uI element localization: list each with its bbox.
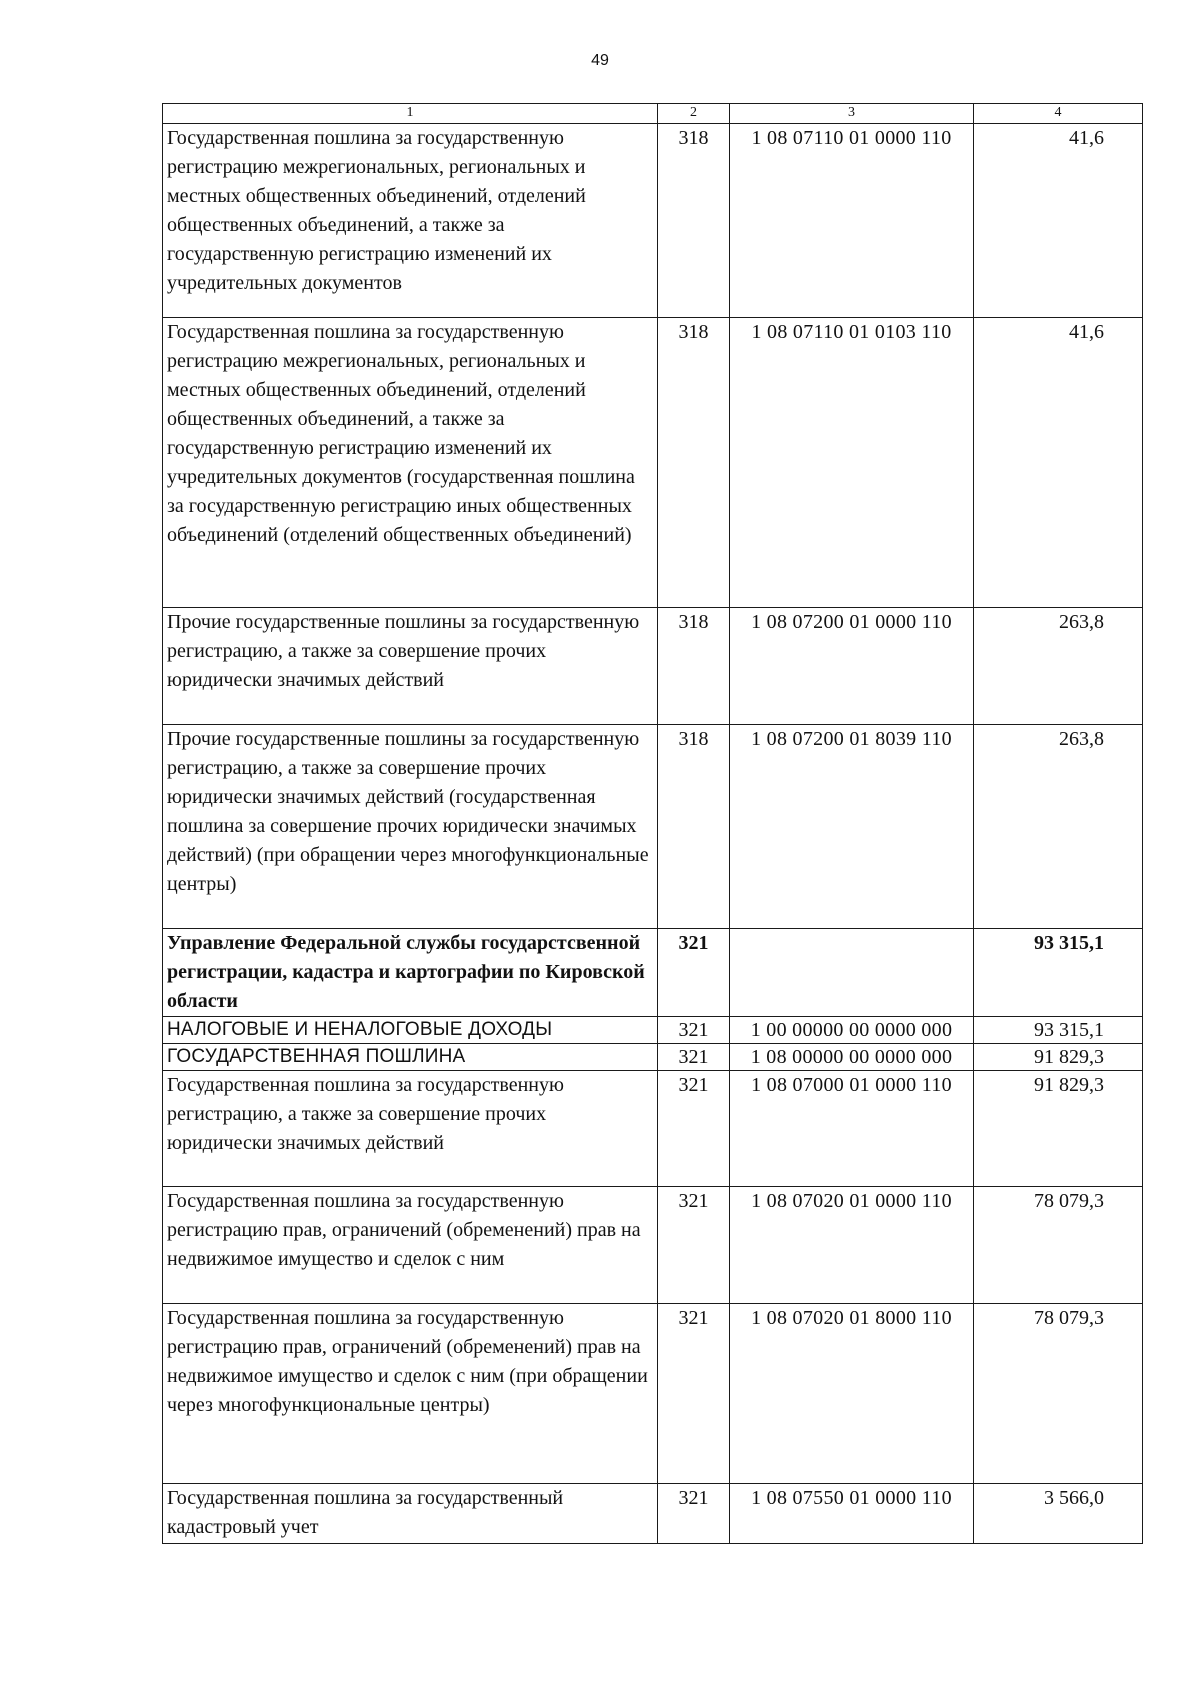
row-name: Государственная пошлина за государственную регистрацию межрегиональных, региональных и местных общественных объединений, отделений общественных объединений, а также за государственную регистрацию изменений их учредительных документов (государственная пошлина за государственную регистрацию иных общественных объединений (отделений общественных объединений) <box>163 318 658 608</box>
row-name: Государственная пошлина за государственную регистрацию прав, ограничений (обременений) прав на недвижимое имущество и сделок с ним (при обращении через многофункциональные центры) <box>163 1304 658 1484</box>
row-admin-code: 321 <box>658 1304 730 1484</box>
row-amount: 78 079,3 <box>974 1304 1143 1484</box>
row-amount: 91 829,3 <box>974 1044 1143 1071</box>
row-name: Управление Федеральной службы государстсвенной регистрации, кадастра и картографии по Кировской области <box>163 929 658 1017</box>
table-row <box>163 318 1143 608</box>
table-row-agency <box>163 929 1143 1017</box>
row-admin-code: 321 <box>658 1071 730 1187</box>
row-admin-code: 318 <box>658 124 730 318</box>
row-budget-code: 1 08 07020 01 8000 110 <box>730 1304 974 1484</box>
row-budget-code: 1 08 07000 01 0000 110 <box>730 1071 974 1187</box>
row-budget-code: 1 08 00000 00 0000 000 <box>730 1044 974 1071</box>
row-budget-code: 1 08 07200 01 0000 110 <box>730 608 974 725</box>
row-amount: 78 079,3 <box>974 1187 1143 1304</box>
row-amount: 3 566,0 <box>974 1484 1143 1544</box>
table-row <box>163 725 1143 929</box>
table-row <box>163 1187 1143 1304</box>
row-admin-code: 321 <box>658 929 730 1017</box>
row-admin-code: 321 <box>658 1187 730 1304</box>
row-name: Прочие государственные пошлины за государственную регистрацию, а также за совершение прочих юридически значимых действий <box>163 608 658 725</box>
table-row <box>163 124 1143 318</box>
row-budget-code: 1 08 07020 01 0000 110 <box>730 1187 974 1304</box>
table-row <box>163 1044 1143 1071</box>
revenue-table <box>162 103 1143 1544</box>
row-budget-code: 1 00 00000 00 0000 000 <box>730 1017 974 1044</box>
column-header-3: 3 <box>730 104 974 124</box>
column-header-2: 2 <box>658 104 730 124</box>
row-name: Государственная пошлина за государственную регистрацию прав, ограничений (обременений) прав на недвижимое имущество и сделок с ним <box>163 1187 658 1304</box>
row-admin-code: 321 <box>658 1017 730 1044</box>
row-amount: 93 315,1 <box>974 929 1143 1017</box>
row-amount: 93 315,1 <box>974 1017 1143 1044</box>
row-amount: 91 829,3 <box>974 1071 1143 1187</box>
row-budget-code: 1 08 07550 01 0000 110 <box>730 1484 974 1544</box>
table-header-row <box>163 104 1143 124</box>
row-budget-code: 1 08 07200 01 8039 110 <box>730 725 974 929</box>
column-header-4: 4 <box>974 104 1143 124</box>
row-name: ГОСУДАРСТВЕННАЯ ПОШЛИНА <box>163 1044 658 1071</box>
row-admin-code: 321 <box>658 1044 730 1071</box>
row-budget-code: 1 08 07110 01 0103 110 <box>730 318 974 608</box>
column-header-1: 1 <box>163 104 658 124</box>
row-amount: 263,8 <box>974 608 1143 725</box>
row-name: НАЛОГОВЫЕ И НЕНАЛОГОВЫЕ ДОХОДЫ <box>163 1017 658 1044</box>
row-admin-code: 318 <box>658 608 730 725</box>
page-number: 49 <box>591 52 609 69</box>
row-admin-code: 318 <box>658 318 730 608</box>
table-row <box>163 1017 1143 1044</box>
row-admin-code: 318 <box>658 725 730 929</box>
row-name: Государственная пошлина за государственную регистрацию, а также за совершение прочих юридически значимых действий <box>163 1071 658 1187</box>
table-row <box>163 1071 1143 1187</box>
row-name: Государственная пошлина за государственную регистрацию межрегиональных, региональных и местных общественных объединений, отделений общественных объединений, а также за государственную регистрацию изменений их учредительных документов <box>163 124 658 318</box>
table-row <box>163 1484 1143 1544</box>
row-name: Государственная пошлина за государственный кадастровый учет <box>163 1484 658 1544</box>
row-amount: 41,6 <box>974 124 1143 318</box>
table-row <box>163 608 1143 725</box>
row-budget-code: 1 08 07110 01 0000 110 <box>730 124 974 318</box>
row-amount: 41,6 <box>974 318 1143 608</box>
row-admin-code: 321 <box>658 1484 730 1544</box>
row-name: Прочие государственные пошлины за государственную регистрацию, а также за совершение прочих юридически значимых действий (государственная пошлина за совершение прочих юридически значимых действий) (при обращении через многофункциональные центры) <box>163 725 658 929</box>
row-amount: 263,8 <box>974 725 1143 929</box>
row-budget-code <box>730 929 974 1017</box>
table-row <box>163 1304 1143 1484</box>
